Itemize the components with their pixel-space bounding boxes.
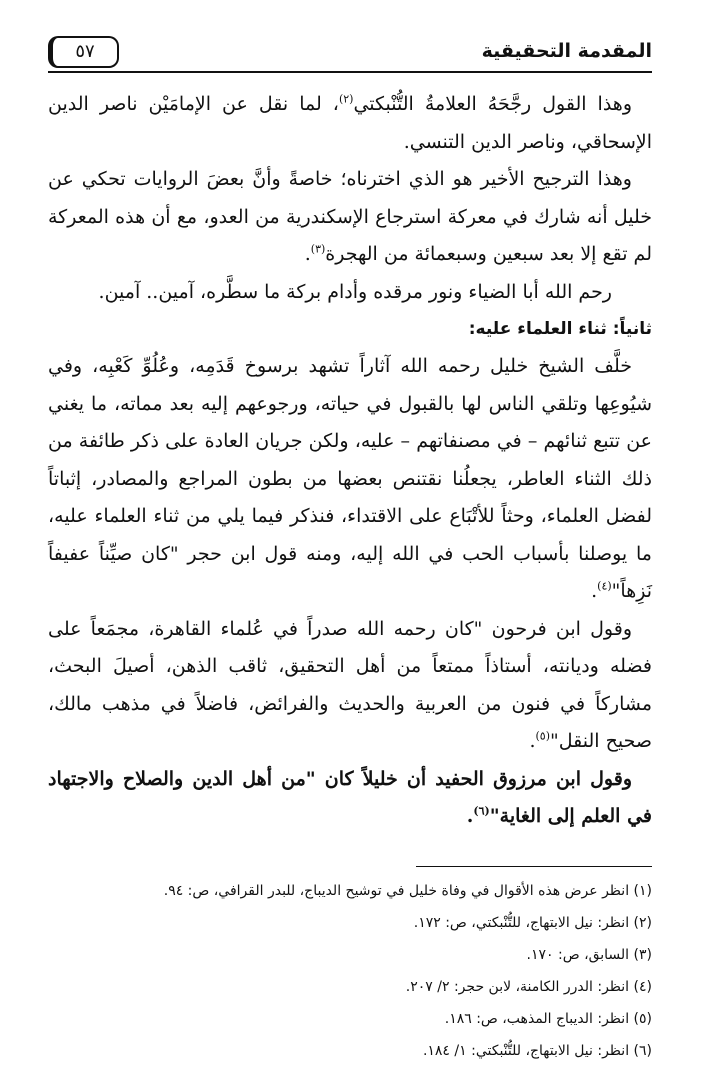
page-number-box (48, 36, 119, 68)
paragraph-tail: . (304, 243, 311, 265)
running-title: المقدمة التحقيقية (481, 40, 652, 62)
paragraph-4 (48, 348, 652, 611)
footnote-ref: (٢) (338, 92, 354, 106)
paragraph-tail: . (466, 805, 474, 827)
paragraph-1 (48, 86, 652, 161)
page-number: ٥٧ (75, 41, 95, 62)
paragraph-text: خلَّف الشيخ خليل رحمه الله آثاراً تشهد برسوخ قَدَمِه، وعُلُوِّ كَعْبِه، وفي شيُوعِها وتلقي الناس لها بالقبول في حياته، ورجوعهم إليه بعد مماته، ما يغني عن تتبع ثنائهم – في مصنفاتهم – عليه، ولكن جريان العادة على ذكر طائفة من ذلك الثناء العاطر، يجعلُنا نقتنص بعضها من بطون المراجع والمصادر، إثباتاً لفضل العلماء، وحثاً للأتْبَاع على الاقتداء، فنذكر فيما يلي من ثناء العلماء عليه، ما يوصلنا بأسباب الحب في الله إليه، ومنه قول ابن حجر "كان صيِّناً عفيفاً نَزِهاً" (48, 355, 652, 602)
paragraph-3 (48, 274, 652, 312)
footnote-1: (١) انظر عرض هذه الأقوال في وفاة خليل في توشيح الديباج، للبدر القرافي، ص: ٩٤. (163, 882, 652, 899)
footnote-3: (٣) السابق، ص: ١٧٠. (526, 946, 652, 963)
page-header (48, 36, 652, 76)
paragraph-tail: . (529, 730, 536, 752)
paragraph-text: رحم الله أبا الضياء ونور مرقده وأدام بركة ما سطَّره، آمين.. آمين. (98, 280, 612, 303)
paragraph-tail: ، لما نقل عن الإمامَيْن ناصر الدين الإسحاقي، وناصر الدين التنسي. (48, 93, 652, 153)
paragraph-5 (48, 611, 652, 761)
section-heading: ثانياً: ثناء العلماء عليه: (468, 319, 652, 339)
paragraph-text: وهذا القول رجَّحَهُ العلامةُ التُّنْبكتي (353, 93, 632, 115)
paragraph-6 (48, 761, 652, 836)
footnote-separator (416, 866, 652, 867)
footnote-ref: (٥) (535, 729, 551, 743)
paragraph-text: وهذا الترجيح الأخير هو الذي اخترناه؛ خاصةً وأنَّ بعضَ الروايات تحكي عن خليل أنه شارك في معركة استرجاع الإسكندرية من العدو، مع أن هذه المعركة لم تقع إلا بعد سبعين وسبعمائة من الهجرة (48, 168, 652, 265)
footnote-6: (٦) انظر: نيل الابتهاج، للتُّنْبكتي: ١/ ١٨٤. (422, 1042, 652, 1059)
footnote-5: (٥) انظر: الديباج المذهب، ص: ١٨٦. (444, 1010, 652, 1027)
paragraph-text: وقول ابن فرحون "كان رحمه الله صدراً في عُلماء القاهرة، مجمَعاً على فضله وديانته، أستاذاً ممتعاً من أهل التحقيق، ثاقب الذهن، أصيلَ البحث، مشاركاً في فنون من العربية والحديث والفرائض، فاضلاً في مذهب مالك، صحيح النقل" (48, 617, 652, 752)
paragraph-text: وقول ابن مرزوق الحفيد أن خليلاً كان "من أهل الدين والصلاح والاجتهاد في العلم إلى الغاية" (48, 767, 652, 827)
footnote-2: (٢) انظر: نيل الابتهاج، للتُّنْبكتي، ص: ١٧٢. (413, 914, 652, 931)
footnote-4: (٤) انظر: الدرر الكامنة، لابن حجر: ٢/ ٢٠٧. (405, 978, 652, 995)
footnote-ref: (٦) (473, 804, 490, 818)
footnote-ref: (٤) (597, 579, 612, 593)
paragraph-2 (48, 161, 652, 274)
footnote-ref: (٣) (310, 242, 326, 256)
paragraph-tail: . (591, 580, 598, 602)
header-rule (48, 71, 652, 73)
footnotes (48, 875, 652, 1067)
page-body (48, 86, 652, 836)
book-page (48, 36, 652, 1067)
